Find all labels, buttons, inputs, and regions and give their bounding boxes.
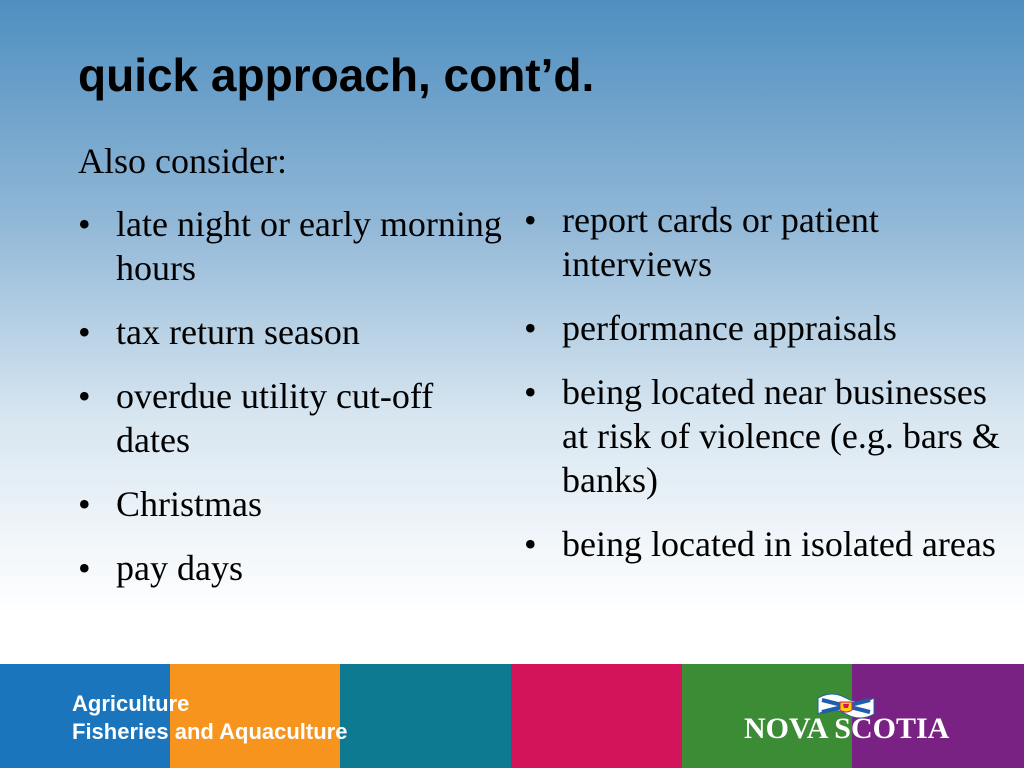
department-name <box>72 690 347 746</box>
footer-band <box>340 664 511 768</box>
bullet-dot: • <box>524 200 537 240</box>
list-item <box>78 374 508 462</box>
bullet-dot: • <box>78 548 91 588</box>
bullet-text: being located near businesses at risk of violence (e.g. bars & banks) <box>562 372 1000 500</box>
left-bullet-list <box>78 202 508 610</box>
bullet-text: performance appraisals <box>562 308 897 348</box>
bullet-dot: • <box>78 312 91 352</box>
list-item <box>524 198 1004 286</box>
list-item <box>524 522 1004 566</box>
bullet-dot: • <box>78 204 91 244</box>
bullet-text: pay days <box>116 548 243 588</box>
bullet-dot: • <box>524 524 537 564</box>
bullet-dot: • <box>524 372 537 412</box>
bullet-dot: • <box>524 308 537 348</box>
department-line-2: Fisheries and Aquaculture <box>72 719 348 744</box>
list-item <box>78 310 508 354</box>
bullet-text: overdue utility cut-off dates <box>116 376 434 460</box>
list-item <box>78 482 508 526</box>
slide-title: quick approach, cont’d. <box>78 49 595 101</box>
bullet-dot: • <box>78 484 91 524</box>
bullet-text: tax return season <box>116 312 360 352</box>
bullet-text: being located in isolated areas <box>562 524 996 564</box>
bullet-text: report cards or patient interviews <box>562 200 879 284</box>
list-item <box>524 306 1004 350</box>
bullet-text: late night or early morning hours <box>116 204 502 288</box>
list-item <box>78 546 508 590</box>
list-item <box>78 202 508 290</box>
bullet-dot: • <box>78 376 91 416</box>
footer-band <box>511 664 682 768</box>
nova-scotia-wordmark: NOVA SCOTIA <box>744 712 950 745</box>
bullet-text: Christmas <box>116 484 263 524</box>
department-line-1: Agriculture <box>72 691 190 716</box>
nova-scotia-logo <box>744 690 954 750</box>
right-bullet-list <box>524 198 1004 586</box>
list-item <box>524 370 1004 502</box>
slide-subtitle: Also consider: <box>78 141 287 181</box>
